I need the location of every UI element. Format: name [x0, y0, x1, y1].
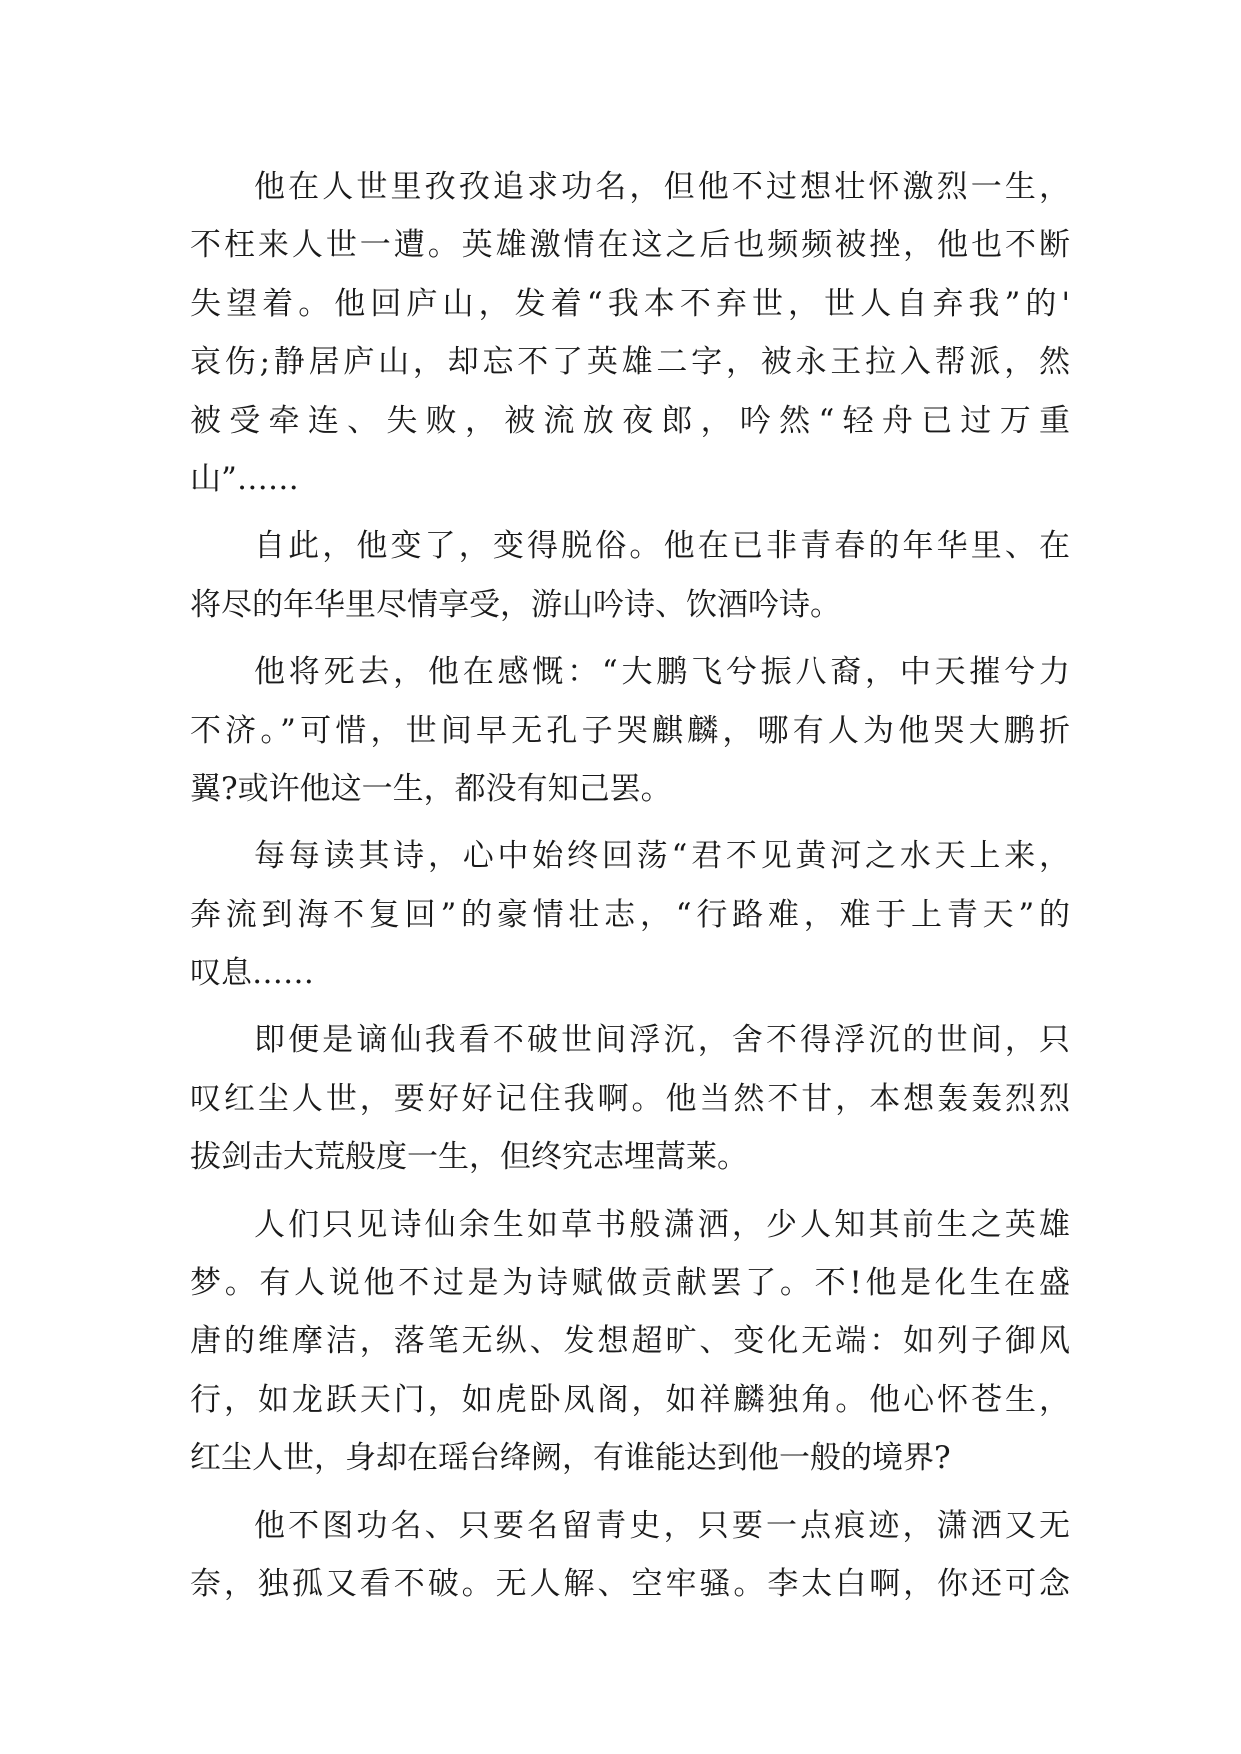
text-line: 梦。有人说他不过是为诗赋做贡献罢了。不!他是化生在盛: [190, 1265, 1070, 1302]
text-line: 翼?或许他这一生，都没有知己罢。: [190, 770, 672, 807]
text-line: 叹息……: [190, 955, 314, 992]
text-line: 每每读其诗，心中始终回荡“君不见黄河之水天上来，: [254, 838, 1070, 875]
text-line: 奈，独孤又看不破。无人解、空牢骚。李太白啊，你还可念: [190, 1565, 1070, 1602]
text-line: 他在人世里孜孜追求功名，但他不过想壮怀激烈一生，: [254, 169, 1070, 205]
paragraph: [190, 158, 1070, 508]
text-line: 奔流到海不复回”的豪情壮志，“行路难，难于上青天”的: [190, 896, 1070, 933]
text-line: 即便是谪仙我看不破世间浮沉，舍不得浮沉的世间，只: [254, 1022, 1070, 1059]
paragraph-gap: [190, 1002, 1070, 1011]
paragraph: [190, 517, 1070, 634]
text-line: 唐的维摩洁，落笔无纵、发想超旷、变化无端：如列子御风: [190, 1323, 1070, 1360]
document-body: [190, 158, 1070, 1613]
paragraph: [190, 1011, 1070, 1186]
text-line: 行，如龙跃天门，如虎卧凤阁，如祥麟独角。他心怀苍生，: [190, 1381, 1070, 1418]
paragraph-gap: [190, 508, 1070, 517]
text-line: 山”……: [190, 460, 299, 497]
text-line: 不枉来人世一遭。英雄激情在这之后也频频被挫，他也不断: [190, 227, 1070, 264]
text-line: 他将死去，他在感慨：“大鹏飞兮振八裔，中天摧兮力: [254, 654, 1070, 691]
paragraph-gap: [190, 818, 1070, 827]
text-line: 被受牵连、失败，被流放夜郎，吟然“轻舟已过万重: [190, 402, 1070, 439]
paragraph: [190, 643, 1070, 818]
text-line: 失望着。他回庐山，发着“我本不弃世，世人自弃我”的': [190, 285, 1070, 322]
paragraph: [190, 1497, 1070, 1614]
text-line: 他不图功名、只要名留青史，只要一点痕迹，潇洒又无: [254, 1507, 1070, 1544]
text-line: 叹红尘人世，要好好记住我啊。他当然不甘，本想轰轰烈烈: [190, 1080, 1070, 1117]
text-line: 哀伤;静居庐山，却忘不了英雄二字，被永王拉入帮派，然: [190, 344, 1070, 381]
text-line: 将尽的年华里尽情享受，游山吟诗、饮酒吟诗。: [190, 586, 841, 623]
text-line: 人们只见诗仙余生如草书般潇洒，少人知其前生之英雄: [254, 1206, 1070, 1243]
text-line: 红尘人世，身却在瑶台绛阙，有谁能达到他一般的境界?: [190, 1440, 951, 1477]
paragraph-gap: [190, 1488, 1070, 1497]
paragraph: [190, 827, 1070, 1002]
text-line: 拔剑击大荒般度一生，但终究志埋蒿莱。: [190, 1139, 748, 1176]
paragraph: [190, 1196, 1070, 1488]
text-line: 自此，他变了，变得脱俗。他在已非青春的年华里、在: [254, 528, 1070, 565]
paragraph-gap: [190, 634, 1070, 643]
paragraph-gap: [190, 1187, 1070, 1196]
text-line: 不济。”可惜，世间早无孔子哭麒麟，哪有人为他哭大鹏折: [190, 712, 1070, 749]
